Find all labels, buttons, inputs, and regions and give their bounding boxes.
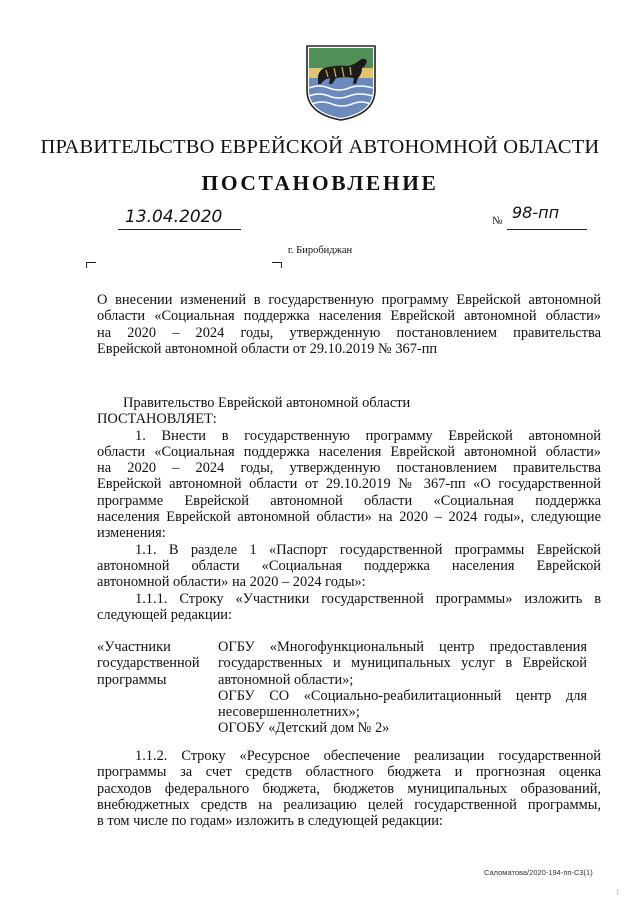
- item-1-1-2-line: 1.1.2. Строку «Ресурсное обеспечение реализации государственной: [135, 748, 601, 764]
- item-1-1-2-line: программы за счет средств областного бюджета и прогнозная оценка: [97, 764, 601, 781]
- document-number: 98-пп: [512, 203, 560, 222]
- table-value-cell: [218, 639, 587, 737]
- table-value-line: несовершеннолетних»;: [218, 704, 360, 721]
- subject-block: [97, 292, 601, 357]
- table-value-line: государственных и муниципальных услуг в Еврейской: [218, 655, 587, 672]
- item-1-line: населения Еврейской автономной области» на 2020 – 2024 годы», следующие: [97, 509, 601, 526]
- item-1-1-line: автономной области «Социальная поддержка населения Еврейской: [97, 557, 601, 574]
- preamble-decree: ПОСТАНОВЛЯЕТ:: [97, 411, 217, 428]
- item-1-1-1-line: следующей редакции:: [97, 606, 232, 623]
- table-value-line: автономной области»;: [218, 671, 354, 688]
- footer-reference: Саломатова/2020-194-пп-С3(1): [484, 868, 593, 877]
- item-1-1-line: автономной области» на 2020 – 2024 годы»:: [97, 574, 366, 591]
- item-1-1-2-block: [97, 748, 601, 829]
- item-1-line: изменения:: [97, 525, 166, 542]
- item-1-1-2-line: внебюджетных средств на реализацию целей государственной программы,: [97, 796, 601, 813]
- subject-line: области «Социальная поддержка населения Еврейской автономной области»: [97, 308, 601, 325]
- item-1-1-line: 1.1. В разделе 1 «Паспорт государственной программы Еврейской: [135, 541, 601, 558]
- right-corner-mark: [272, 262, 282, 268]
- table-value-line: ОГБУ «Многофункциональный центр предоставления: [218, 639, 587, 655]
- table-label-line: «Участники: [97, 639, 171, 655]
- table-value-line: ОГБУ СО «Социально-реабилитационный центр для: [218, 687, 587, 704]
- item-1-1-2-line: в том числе по годам» изложить в следующей редакции:: [97, 813, 443, 830]
- coat-of-arms-emblem: [304, 44, 378, 122]
- page-mark: 1: [616, 888, 620, 896]
- item-1-line: на 2020 – 2024 годы, утвержденную постановлением правительства: [97, 460, 601, 477]
- table-label-cell: [97, 639, 207, 688]
- city-label: г. Биробиджан: [287, 245, 353, 256]
- item-1-line: области «Социальная поддержка населения Еврейской автономной области»: [97, 443, 601, 460]
- item-1-1-2-line: расходов федерального бюджета, бюджетов муниципальных образований,: [97, 780, 601, 797]
- preamble-line: Правительство Еврейской автономной области: [123, 395, 411, 411]
- date-underline: [118, 229, 241, 230]
- item-1-line: 1. Внести в государственную программу Еврейской автономной: [135, 427, 601, 444]
- subject-line: Еврейской автономной области от 29.10.2019 № 367-пп: [97, 340, 438, 357]
- table-value-line: ОГОБУ «Детский дом № 2»: [218, 720, 390, 737]
- left-corner-mark: [86, 262, 96, 268]
- table-label-line: государственной: [97, 655, 200, 672]
- document-type-heading: ПОСТАНОВЛЕНИЕ: [201, 171, 439, 195]
- table-label-line: программы: [97, 671, 167, 688]
- item-1-1-1-line: 1.1.1. Строку «Участники государственной программы» изложить в: [135, 590, 601, 607]
- document-date: 13.04.2020: [125, 207, 223, 227]
- government-title: ПРАВИТЕЛЬСТВО ЕВРЕЙСКОЙ АВТОНОМНОЙ ОБЛАСТИ: [40, 136, 600, 158]
- subject-line: на 2020 – 2024 годы, утвержденную постановлением правительства: [97, 324, 601, 341]
- number-underline: [507, 229, 587, 230]
- number-label: №: [492, 215, 503, 227]
- item-1-line: программе Еврейской автономной области «Социальная поддержка: [97, 492, 601, 509]
- item-1-line: Еврейской автономной области от 29.10.2019 № 367-пп «О государственной: [97, 476, 601, 493]
- body-text: [97, 395, 601, 623]
- subject-line: О внесении изменений в государственную программу Еврейской автономной: [97, 292, 601, 308]
